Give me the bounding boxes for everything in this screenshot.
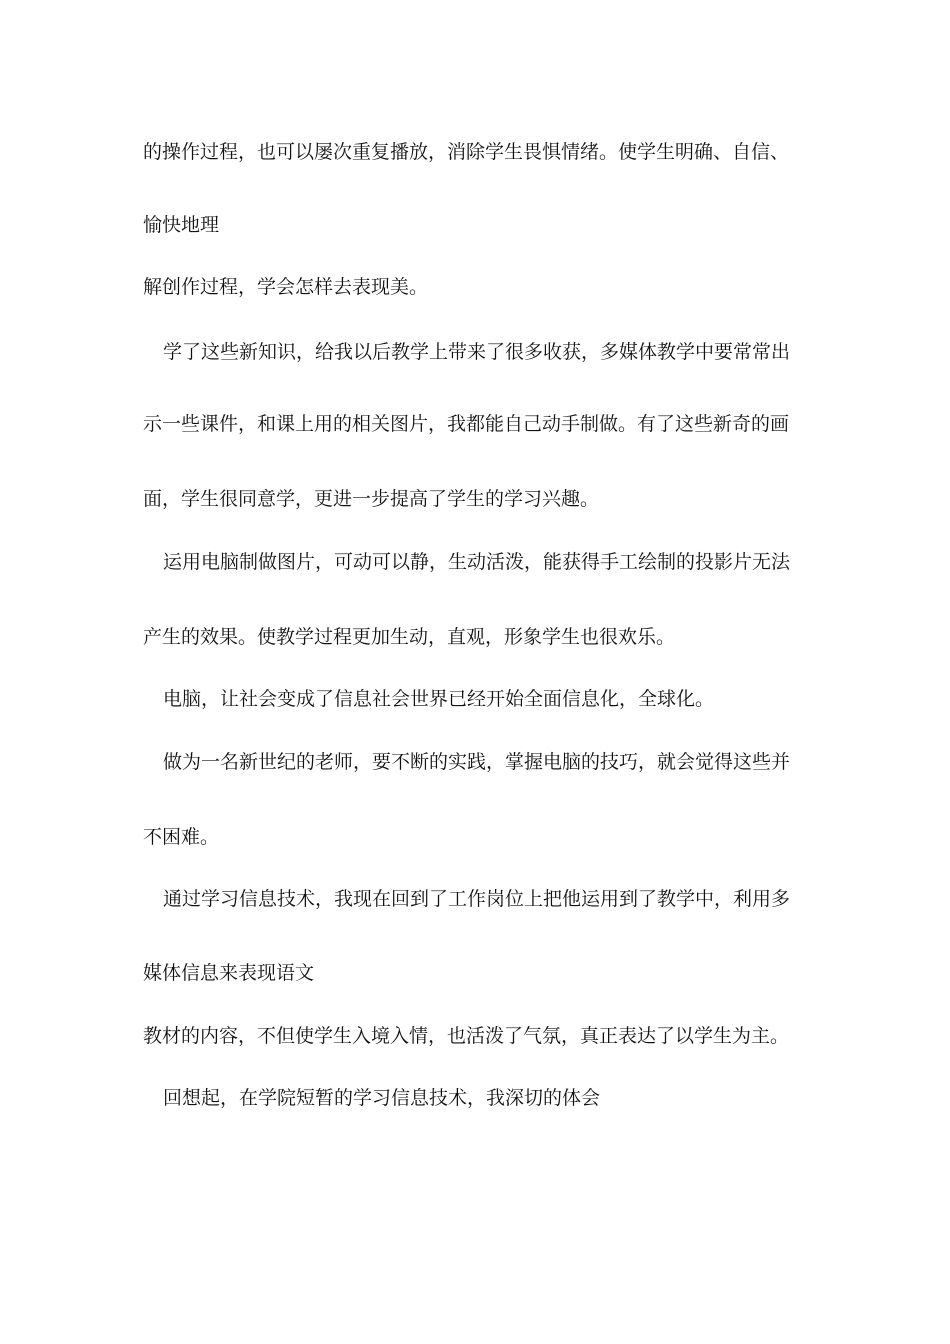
text-line-15: 回想起，在学院短暂的学习信息技术，我深切的体会 — [163, 1087, 601, 1109]
text-line-7: 运用电脑制做图片，可动可以静，生动活泼，能获得手工绘制的投影片无法 — [163, 551, 791, 573]
text-line-4: 学了这些新知识，给我以后教学上带来了很多收获，多媒体教学中要常常出 — [163, 341, 791, 363]
text-line-5: 示一些课件，和课上用的相关图片，我都能自己动手制做。有了这些新奇的画 — [143, 413, 790, 435]
text-line-10: 做为一名新世纪的老师，要不断的实践，掌握电脑的技巧，就会觉得这些并 — [163, 751, 791, 773]
text-line-6: 面，学生很同意学，更进一步提高了学生的学习兴趣。 — [143, 488, 600, 510]
text-line-2: 愉快地理 — [143, 214, 220, 236]
text-line-14: 教材的内容，不但使学生入境入情，也活泼了气氛，真正表达了以学生为主。 — [143, 1025, 790, 1047]
text-line-12: 通过学习信息技术，我现在回到了工作岗位上把他运用到了教学中，利用多 — [163, 888, 791, 910]
text-line-1: 的操作过程，也可以屡次重复播放，消除学生畏惧情绪。使学生明确、自信、 — [143, 141, 790, 163]
text-line-9: 电脑，让社会变成了信息社会世界已经开始全面信息化，全球化。 — [163, 688, 715, 710]
text-line-3: 解创作过程，学会怎样去表现美。 — [143, 276, 429, 298]
text-line-8: 产生的效果。使教学过程更加生动，直观，形象学生也很欢乐。 — [143, 626, 676, 648]
text-line-13: 媒体信息来表现语文 — [143, 962, 315, 984]
text-line-11: 不困难。 — [143, 826, 220, 848]
